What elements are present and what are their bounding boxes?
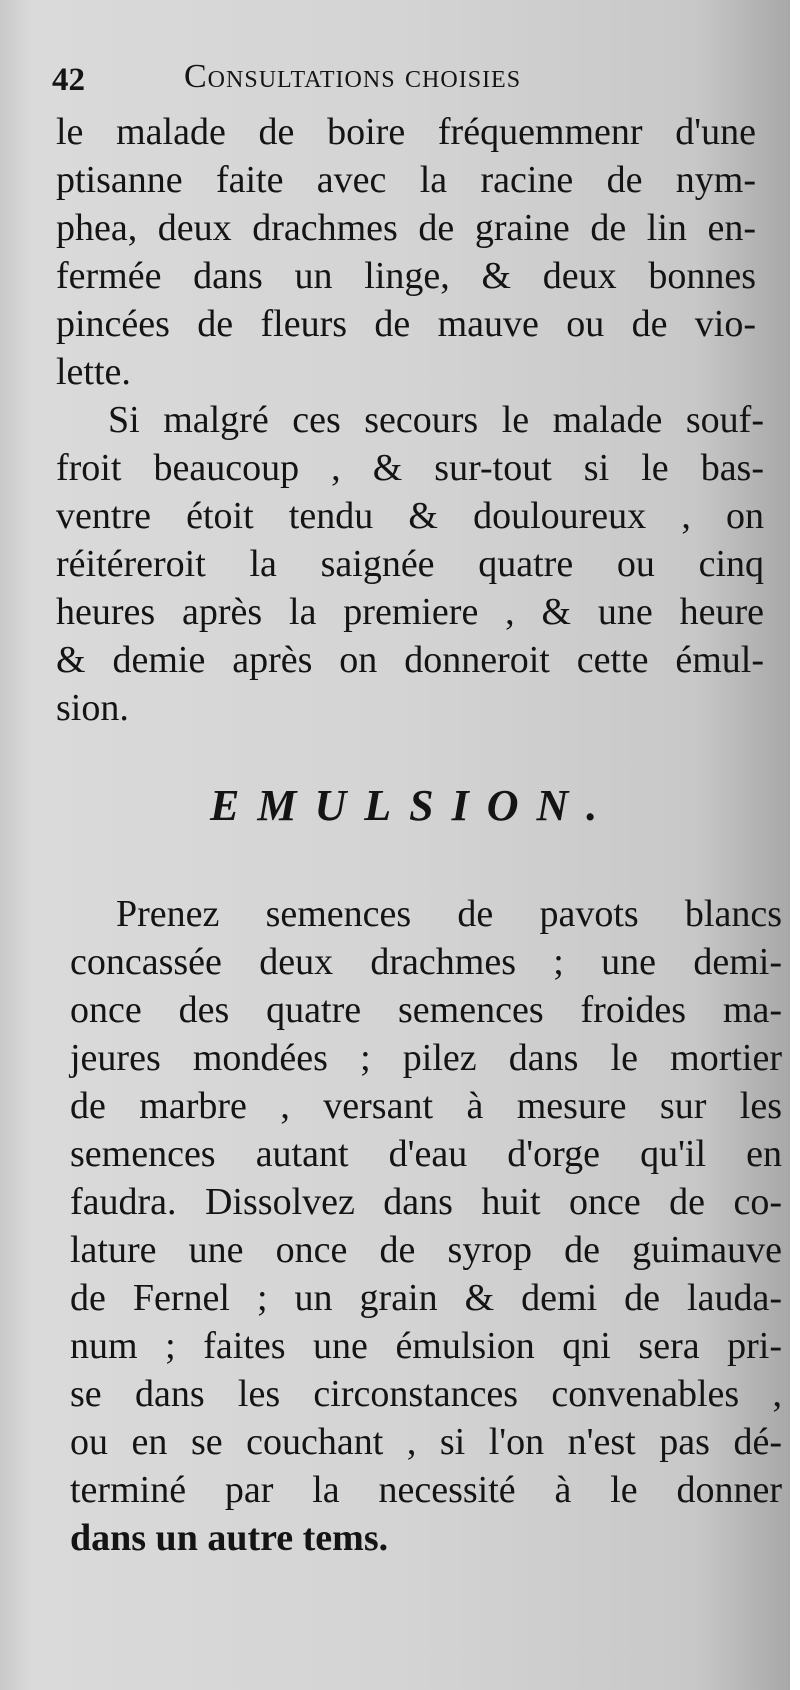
text-line: pincées de fleurs de mauve ou de vio- — [56, 303, 756, 345]
text-line: num ; faites une émulsion qni sera pri- — [70, 1325, 782, 1367]
text-line: concassée deux drachmes ; une demi- — [70, 941, 782, 983]
text-line: lature une once de syrop de guimauve — [70, 1229, 782, 1271]
text-line: terminé par la necessité à le donner — [70, 1469, 782, 1511]
page-header — [52, 52, 692, 102]
text-line: heures après la premiere , & une heure — [56, 591, 764, 633]
text-line: Si malgré ces secours le malade souf- — [108, 399, 764, 441]
text-line: réitéreroit la saignée quatre ou cinq — [56, 543, 764, 585]
text-line: le malade de boire fréquemmenr d'une — [56, 111, 756, 153]
text-line: jeures mondées ; pilez dans le mortier — [70, 1037, 782, 1079]
running-title: Consultations choisies — [184, 58, 522, 95]
text-line: se dans les circonstances convenables , — [70, 1373, 782, 1415]
text-line: sion. — [56, 687, 129, 729]
text-line: dans un autre tems. — [70, 1517, 389, 1559]
text-line: ptisanne faite avec la racine de nym- — [56, 159, 756, 201]
text-line: ou en se couchant , si l'on n'est pas dé- — [70, 1421, 782, 1463]
text-line: Prenez semences de pavots blancs — [116, 893, 782, 935]
page-number: 42 — [52, 62, 85, 98]
section-title: EMULSION. — [210, 781, 616, 830]
text-line: semences autant d'eau d'orge qu'il en — [70, 1133, 782, 1175]
text-line: & demie après on donneroit cette émul- — [56, 639, 764, 681]
text-line: ventre étoit tendu & douloureux , on — [56, 495, 764, 537]
text-line: de Fernel ; un grain & demi de lauda- — [70, 1277, 782, 1319]
text-line: fermée dans un linge, & deux bonnes — [56, 255, 756, 297]
text-line: phea, deux drachmes de graine de lin en- — [56, 207, 756, 249]
text-line: froit beaucoup , & sur-tout si le bas- — [56, 447, 764, 489]
text-line: faudra. Dissolvez dans huit once de co- — [70, 1181, 782, 1223]
text-line: once des quatre semences froides ma- — [70, 989, 782, 1031]
text-line: de marbre , versant à mesure sur les — [70, 1085, 782, 1127]
text-line: lette. — [56, 351, 131, 393]
